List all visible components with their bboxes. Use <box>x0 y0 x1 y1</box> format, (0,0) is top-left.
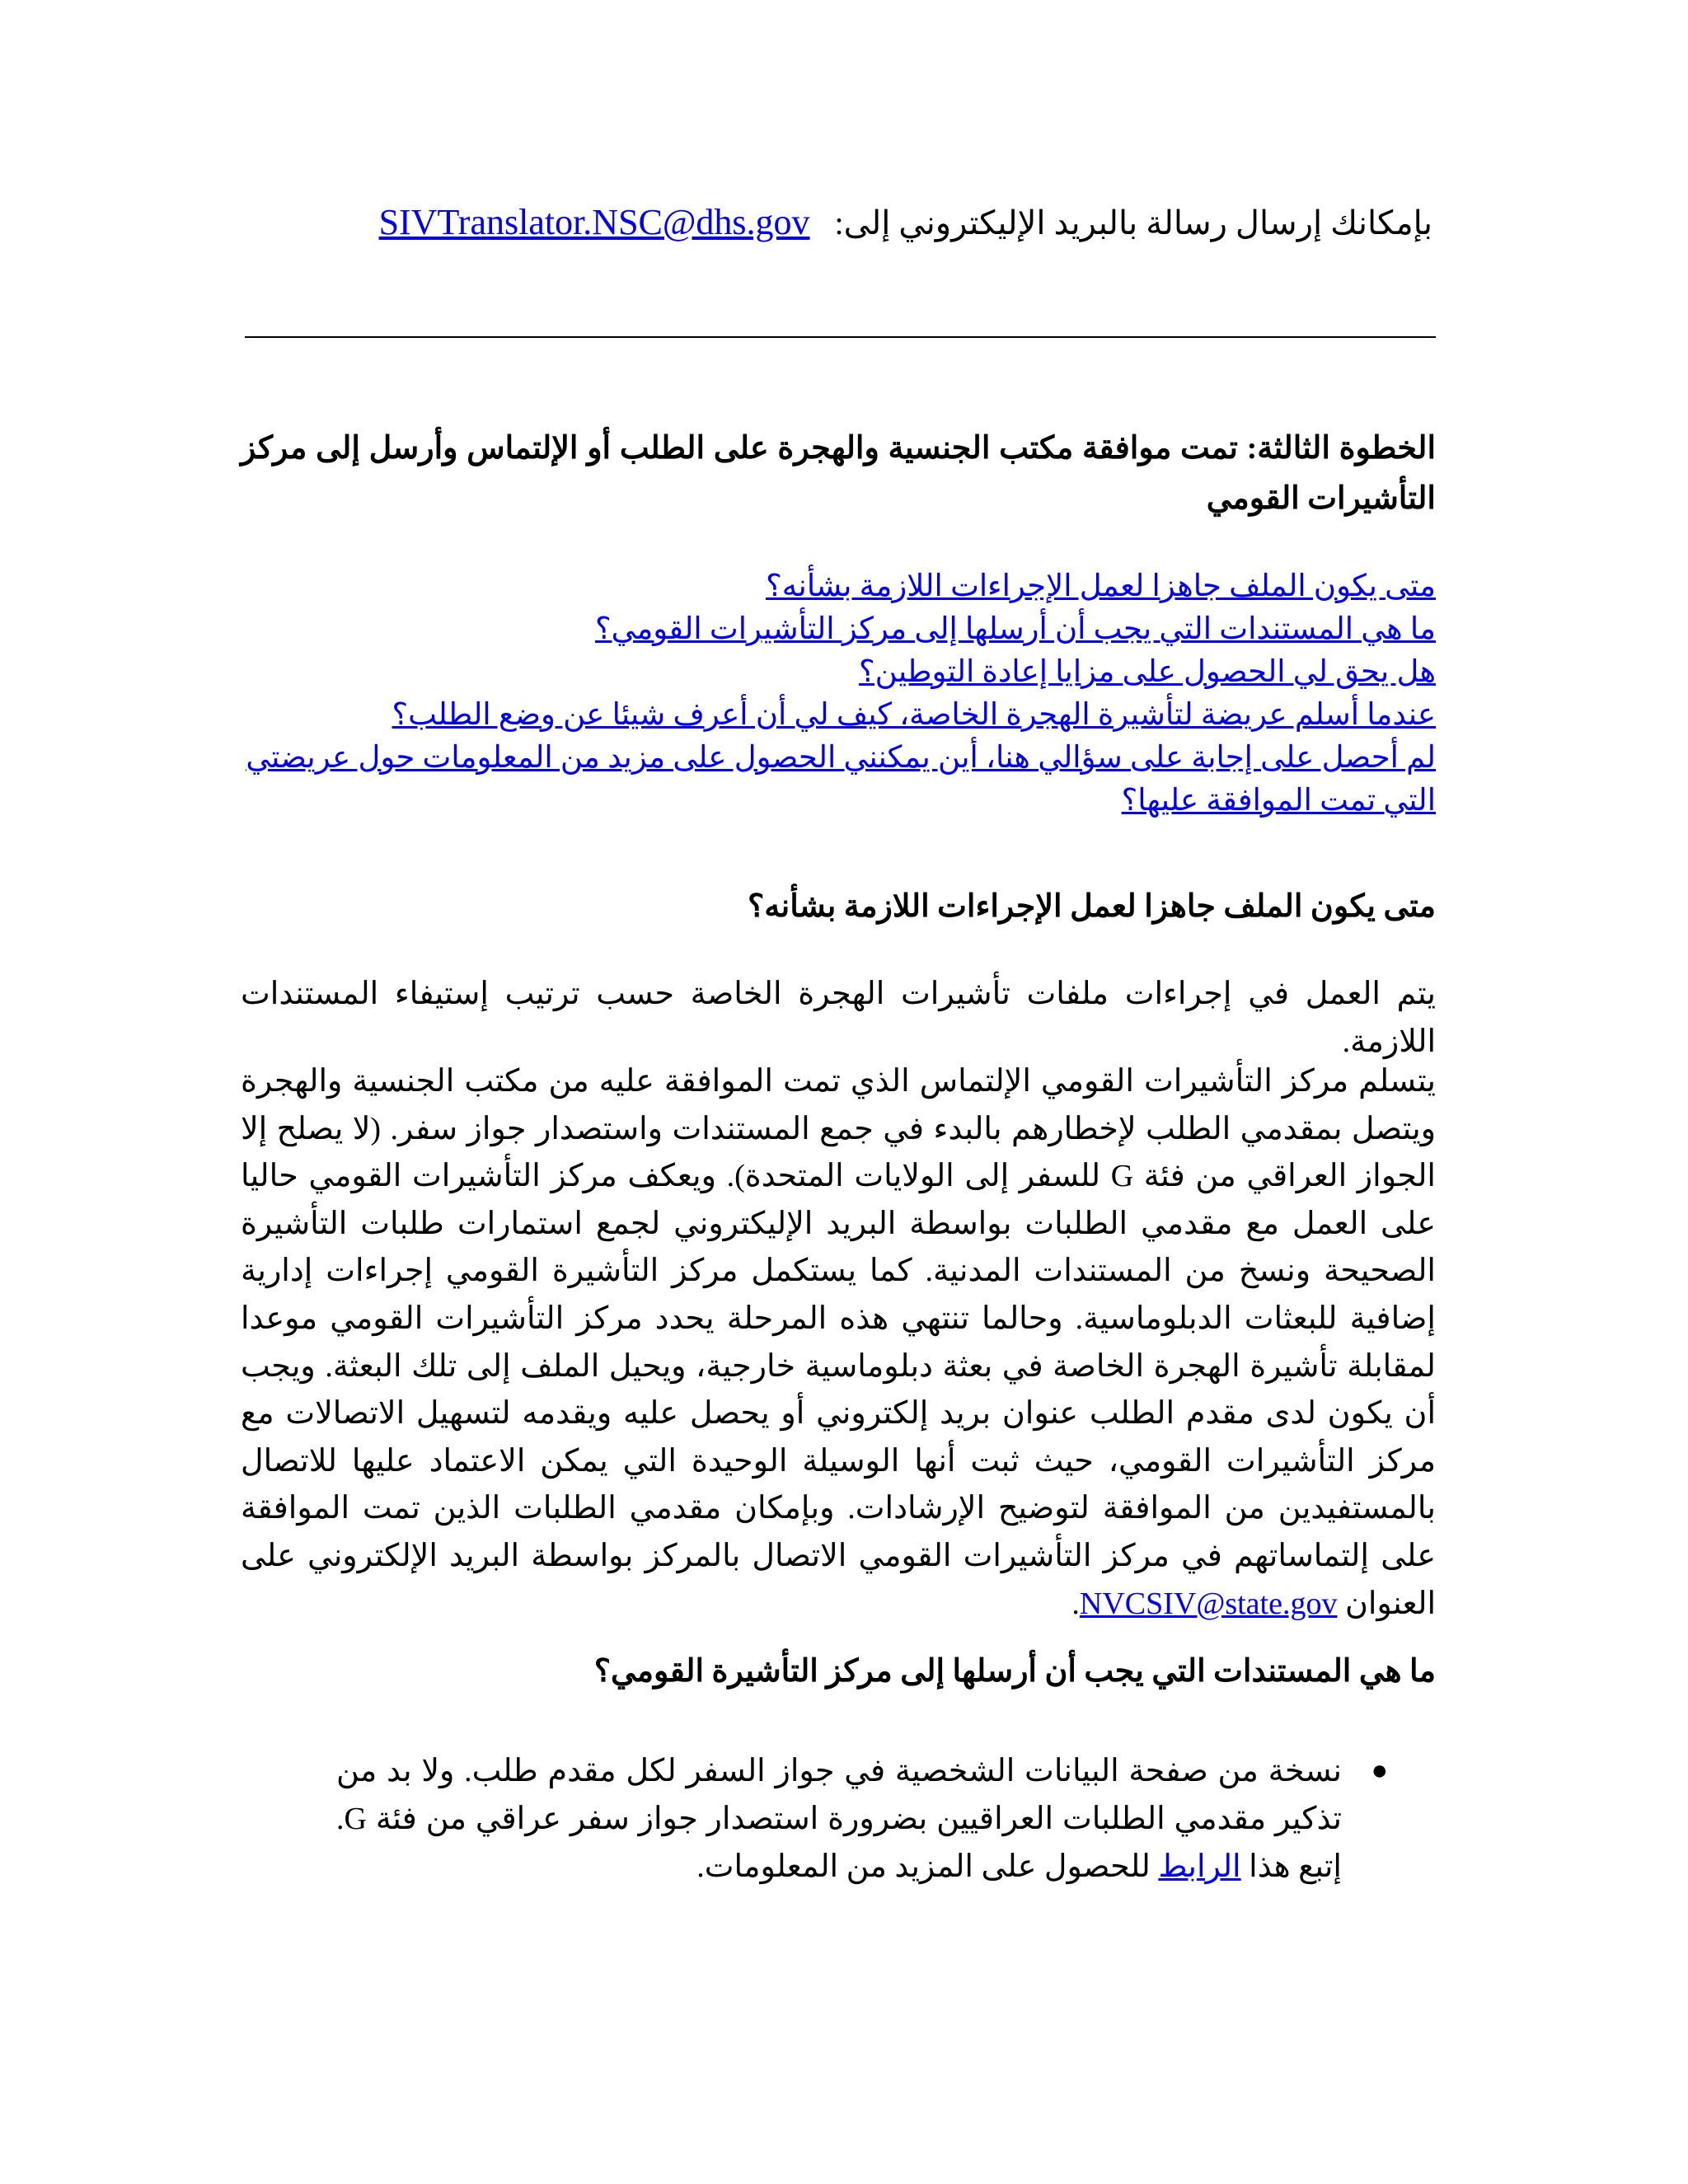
faq-link-more-info[interactable]: لم أحصل على إجابة على سؤالي هنا، أين يمكنني الحصول على مزيد من المعلومات حول عريضتي التي تمت الموافقة عليها؟ <box>246 741 1436 818</box>
section-title: الخطوة الثالثة: تمت موافقة مكتب الجنسية والهجرة على الطلب أو الإلتماس وأرسل إلى مركز التأشيرات القومي <box>241 431 1436 516</box>
paragraph-nvc-text: يتسلم مركز التأشيرات القومي الإلتماس الذي تمت الموافقة عليه من مكتب الجنسية والهجرة ويتصل بمقدمي الطلب لإخطارهم بالبدء في جمع المستندات واستصدار جواز سفر. (لا يصلح إلا الجواز العراقي من فئة G للسفر إلى الولايات المتحدة). ويعكف مركز التأشيرات القومي حاليا على العمل مع مقدمي الطلبات بواسطة البريد الإليكتروني لجمع استمارات طلبات التأشيرة الصحيحة ونسخ من المستندات المدنية. كما يستكمل مركز التأشيرة القومي إجراءات إدارية إضافية للبعثات الدبلوماسية. وحالما تنتهي هذه المرحلة يحدد مركز التأشيرات القومي موعدا لمقابلة تأشيرة الهجرة الخاصة في بعثة دبلوماسية خارجية، ويحيل الملف إلى تلك البعثة. ويجب أن يكون لدى مقدم الطلب عنوان بريد إلكتروني أو يحصل عليه ويقدمه لتسهيل الاتصالات مع مركز التأشيرات القومي، حيث ثبت أنها الوسيلة الوحيدة التي يمكن الاعتماد عليها للاتصال بالمستفيدين من الموافقة لتوضيح الإرشادات. وبإمكان مقدمي الطلبات الذين تمت الموافقة على إلتماساتهم في مركز التأشيرات القومي الاتصال بالمركز بواسطة البريد الإلكتروني على العنوان <box>241 1064 1436 1621</box>
faq-item <box>241 565 1436 608</box>
faq-link-file-ready[interactable]: متى يكون الملف جاهزا لعمل الإجراءات اللازمة بشأنه؟ <box>766 569 1436 603</box>
email-contact-line <box>237 196 1432 250</box>
faq-link-petition-status[interactable]: عندما أسلم عريضة لتأشيرة الهجرة الخاصة، كيف لي أن أعرف شيئا عن وضع الطلب؟ <box>392 698 1436 732</box>
question-heading-documents: ما هي المستندات التي يجب أن أرسلها إلى مركز التأشيرة القومي؟ <box>593 1654 1436 1689</box>
bullet-item-passport <box>336 1747 1388 1891</box>
faq-link-resettlement[interactable]: هل يحق لي الحصول على مزايا إعادة التوطين؟ <box>859 655 1436 689</box>
faq-link-list <box>241 565 1436 823</box>
faq-link-documents[interactable]: ما هي المستندات التي يجب أن أرسلها إلى مركز التأشيرات القومي؟ <box>594 612 1436 646</box>
bullet-text-end: للحصول على المزيد من المعلومات. <box>696 1849 1151 1884</box>
more-info-link[interactable]: الرابط <box>1158 1849 1241 1884</box>
bullet-dot-icon: ● <box>1371 1755 1388 1786</box>
paragraph-nvc-process <box>241 1058 1436 1628</box>
horizontal-divider <box>245 336 1436 338</box>
paragraph-processing-order: يتم العمل في إجراءات ملفات تأشيرات الهجرة الخاصة حسب ترتيب إستيفاء المستندات اللازمة. <box>241 977 1436 1059</box>
paragraph-end-period: . <box>1071 1586 1080 1621</box>
faq-item <box>241 737 1436 823</box>
question-heading-file-ready: متى يكون الملف جاهزا لعمل الإجراءات اللازمة بشأنه؟ <box>748 889 1436 924</box>
nvc-email-link[interactable]: NVCSIV@state.gov <box>1079 1586 1338 1621</box>
bullet-text: نسخة من صفحة البيانات الشخصية في جواز السفر لكل مقدم طلب. ولا بد من تذكير مقدمي الطلبات العراقيين بضرورة استصدار جواز سفر عراقي من فئة G. إتبع هذا <box>336 1754 1342 1884</box>
documents-bullet-list <box>336 1747 1388 1891</box>
faq-item <box>241 694 1436 737</box>
faq-item <box>241 651 1436 694</box>
faq-item <box>241 608 1436 651</box>
email-prefix: بإمكانك إرسال رسالة بالبريد الإليكتروني إلى: <box>834 204 1432 241</box>
translator-email-link[interactable]: SIVTranslator.NSC@dhs.gov <box>378 202 810 242</box>
